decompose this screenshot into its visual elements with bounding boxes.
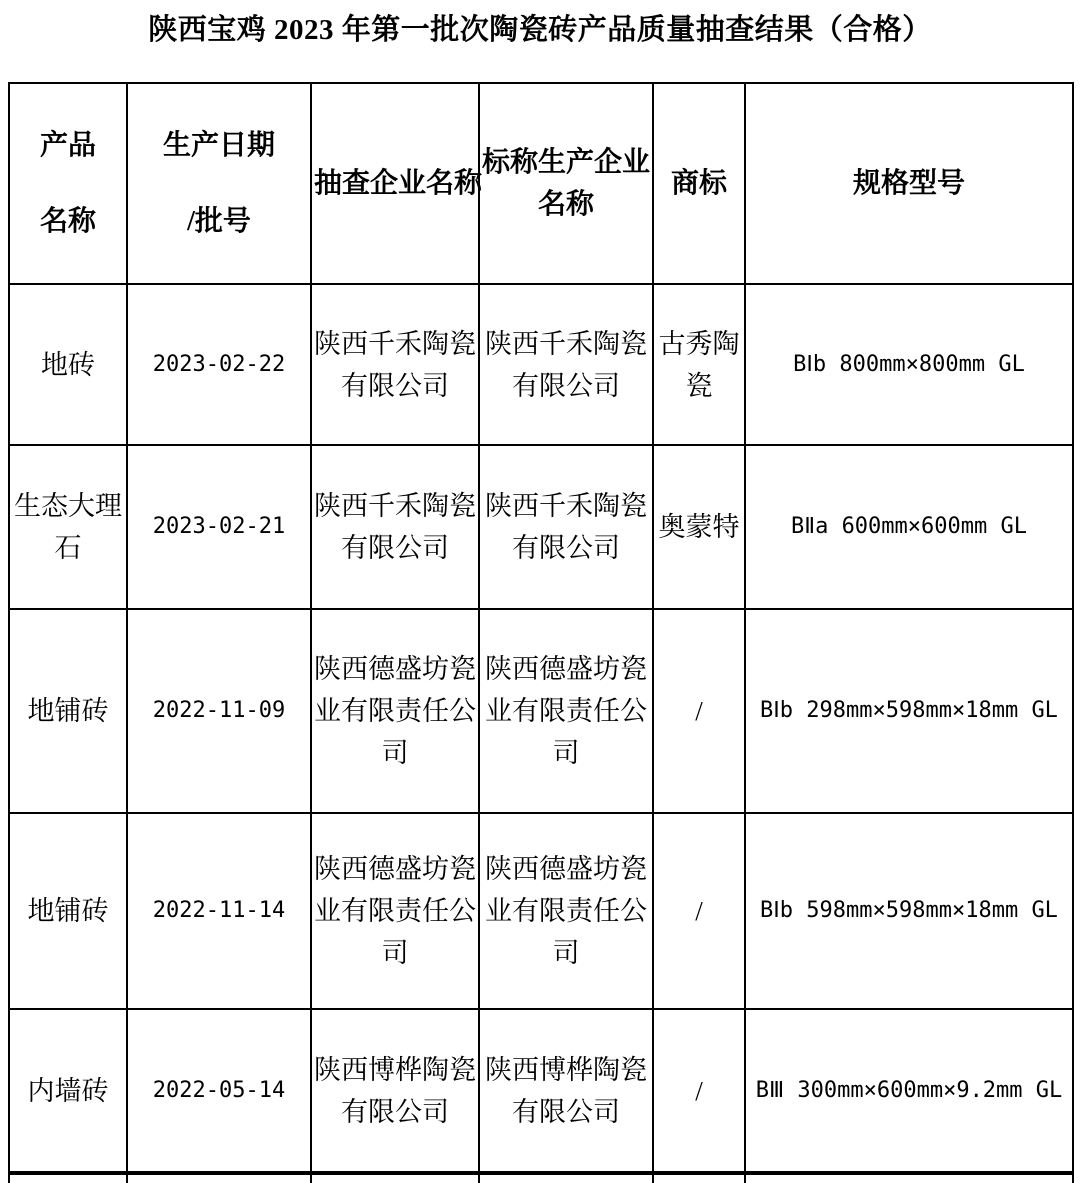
cell-labeled-company: 陕西博桦陶瓷有限公司 <box>479 1009 653 1173</box>
header-line: 产品 <box>39 129 96 161</box>
cell-trademark: 奥蒙特 <box>653 445 745 609</box>
cell-inspected-company: 陕西千禾陶瓷有限公司 <box>311 284 479 445</box>
column-header-trademark <box>653 83 745 284</box>
cell-date-batch: 2023-02-21 <box>127 445 311 609</box>
cell-inspected-company: 陕西德盛坊瓷业有限责任公司 <box>311 609 479 813</box>
cell-labeled-company: 陕西千禾陶瓷有限公司 <box>479 284 653 445</box>
table-row <box>9 609 1073 813</box>
header-line: 名称 <box>537 188 594 220</box>
cell-product: 内墙砖 <box>9 1009 127 1173</box>
header-line: 生产日期 <box>162 129 275 161</box>
cell-spec: BⅠb 800mm×800mm GL <box>745 284 1073 445</box>
partial-empty-row <box>9 1173 1073 1183</box>
column-header-labeled-company <box>479 83 653 284</box>
table-row <box>9 284 1073 445</box>
table-row <box>9 445 1073 609</box>
cell-inspected-company: 陕西德盛坊瓷业有限责任公司 <box>311 813 479 1009</box>
empty-cell <box>311 1173 479 1183</box>
empty-cell <box>653 1173 745 1183</box>
empty-cell <box>127 1173 311 1183</box>
column-header-inspected-company <box>311 83 483 284</box>
cell-product: 地砖 <box>9 284 127 445</box>
cell-labeled-company: 陕西德盛坊瓷业有限责任公司 <box>479 609 653 813</box>
cell-spec: BⅡa 600mm×600mm GL <box>745 445 1073 609</box>
page-title: 陕西宝鸡 2023 年第一批次陶瓷砖产品质量抽查结果（合格） <box>148 14 932 46</box>
header-line: /批号 <box>187 205 251 237</box>
cell-inspected-company: 陕西博桦陶瓷有限公司 <box>311 1009 479 1173</box>
empty-cell <box>745 1173 1073 1183</box>
header-line: 标称生产企业 <box>482 146 651 178</box>
cell-spec: BⅠb 598mm×598mm×18mm GL <box>745 813 1073 1009</box>
inspection-results-table <box>8 82 1074 1183</box>
header-line: 商标 <box>670 167 727 199</box>
cell-trademark: 古秀陶瓷 <box>653 284 745 445</box>
header-line: 抽查企业名称 <box>314 167 483 199</box>
cell-labeled-company: 陕西千禾陶瓷有限公司 <box>479 445 653 609</box>
empty-cell <box>479 1173 653 1183</box>
cell-trademark: / <box>653 813 745 1009</box>
cell-spec: BⅢ 300mm×600mm×9.2mm GL <box>745 1009 1073 1173</box>
header-line: 规格型号 <box>852 167 965 199</box>
cell-date-batch: 2023-02-22 <box>127 284 311 445</box>
empty-cell <box>9 1173 127 1183</box>
cell-date-batch: 2022-05-14 <box>127 1009 311 1173</box>
table-body <box>9 284 1073 1183</box>
column-header-product <box>9 83 127 284</box>
cell-date-batch: 2022-11-09 <box>127 609 311 813</box>
table-row <box>9 813 1073 1009</box>
cell-inspected-company: 陕西千禾陶瓷有限公司 <box>311 445 479 609</box>
column-header-spec <box>745 83 1073 284</box>
column-header-date-batch <box>127 83 311 284</box>
cell-date-batch: 2022-11-14 <box>127 813 311 1009</box>
cell-product: 生态大理石 <box>9 445 127 609</box>
cell-trademark: / <box>653 609 745 813</box>
cell-trademark: / <box>653 1009 745 1173</box>
header-line: 名称 <box>39 205 96 237</box>
header-row <box>9 83 1073 284</box>
cell-product: 地铺砖 <box>9 609 127 813</box>
cell-labeled-company: 陕西德盛坊瓷业有限责任公司 <box>479 813 653 1009</box>
table-row <box>9 1009 1073 1173</box>
cell-spec: BⅠb 298mm×598mm×18mm GL <box>745 609 1073 813</box>
cell-product: 地铺砖 <box>9 813 127 1009</box>
